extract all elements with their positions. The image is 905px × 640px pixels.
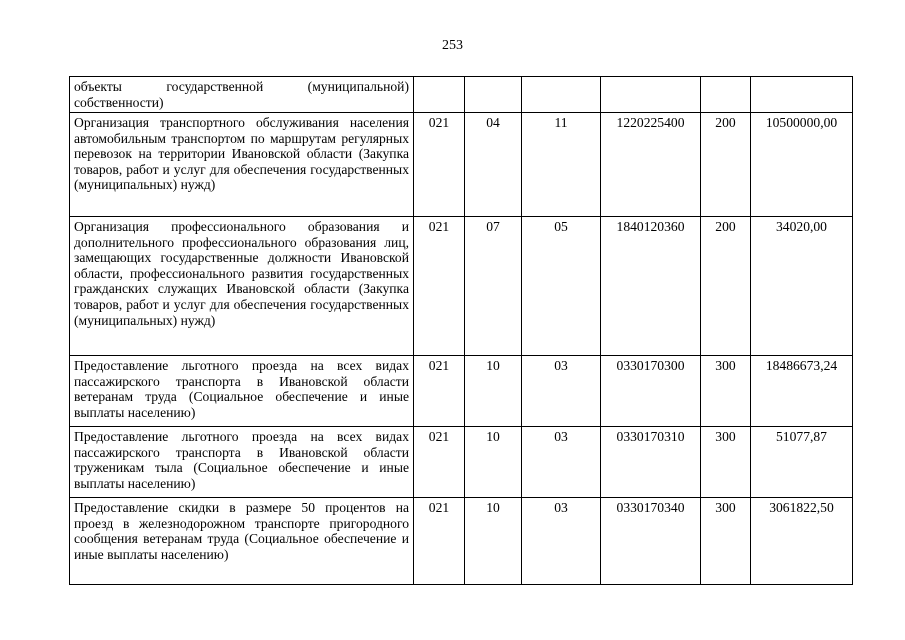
row-target-article: 0330170300 (601, 356, 701, 427)
row-subsection: 03 (522, 356, 601, 427)
table-row (70, 77, 853, 113)
row-target-article (601, 77, 701, 113)
row-expense-type: 300 (701, 498, 751, 585)
row-code: 021 (414, 427, 465, 498)
row-amount: 51077,87 (751, 427, 853, 498)
row-code: 021 (414, 113, 465, 217)
table-row (70, 356, 853, 427)
row-amount: 3061822,50 (751, 498, 853, 585)
row-name: Предоставление льготного проезда на всех видах пассажирского транспорта в Ивановской области ветеранам труда (Социальное обеспечение и иные выплаты населению) (70, 356, 414, 427)
row-code (414, 77, 465, 113)
page-number: 253 (442, 38, 463, 53)
row-section: 07 (465, 217, 522, 356)
table-row (70, 217, 853, 356)
row-name: Предоставление льготного проезда на всех видах пассажирского транспорта в Ивановской области труженикам тыла (Социальное обеспечение и иные выплаты населению) (70, 427, 414, 498)
row-target-article: 0330170340 (601, 498, 701, 585)
row-amount: 34020,00 (751, 217, 853, 356)
row-name: Организация профессионального образования и дополнительного профессионального образования лиц, замещающих государственные должности Ивановской области, профессионального развития государственных гражданских служащих Ивановской области (Закупка товаров, работ и услуг для обеспечения государственных (муниципальных) нужд) (70, 217, 414, 356)
row-code: 021 (414, 356, 465, 427)
row-subsection: 03 (522, 498, 601, 585)
row-section: 10 (465, 356, 522, 427)
row-expense-type: 200 (701, 113, 751, 217)
row-target-article: 1840120360 (601, 217, 701, 356)
row-code: 021 (414, 498, 465, 585)
table-row (70, 113, 853, 217)
row-expense-type (701, 77, 751, 113)
row-amount: 18486673,24 (751, 356, 853, 427)
row-name: Организация транспортного обслуживания населения автомобильным транспортом по маршрутам регулярных перевозок на территории Ивановской области (Закупка товаров, работ и услуг для обеспечения государственных (муниципальных) нужд) (70, 113, 414, 217)
row-expense-type: 300 (701, 427, 751, 498)
row-section (465, 77, 522, 113)
row-name: Предоставление скидки в размере 50 процентов на проезд в железнодорожном транспорте пригородного сообщения ветеранам труда (Социальное обеспечение и иные выплаты населению) (70, 498, 414, 585)
row-subsection: 05 (522, 217, 601, 356)
table-row (70, 427, 853, 498)
row-target-article: 0330170310 (601, 427, 701, 498)
row-target-article: 1220225400 (601, 113, 701, 217)
row-amount: 10500000,00 (751, 113, 853, 217)
row-section: 10 (465, 427, 522, 498)
row-name: объекты государственной (муниципальной) собственности) (70, 77, 414, 113)
row-section: 10 (465, 498, 522, 585)
table-row (70, 498, 853, 585)
row-subsection: 11 (522, 113, 601, 217)
row-code: 021 (414, 217, 465, 356)
row-expense-type: 200 (701, 217, 751, 356)
row-section: 04 (465, 113, 522, 217)
row-expense-type: 300 (701, 356, 751, 427)
budget-table (69, 76, 853, 585)
row-subsection (522, 77, 601, 113)
row-amount (751, 77, 853, 113)
row-subsection: 03 (522, 427, 601, 498)
